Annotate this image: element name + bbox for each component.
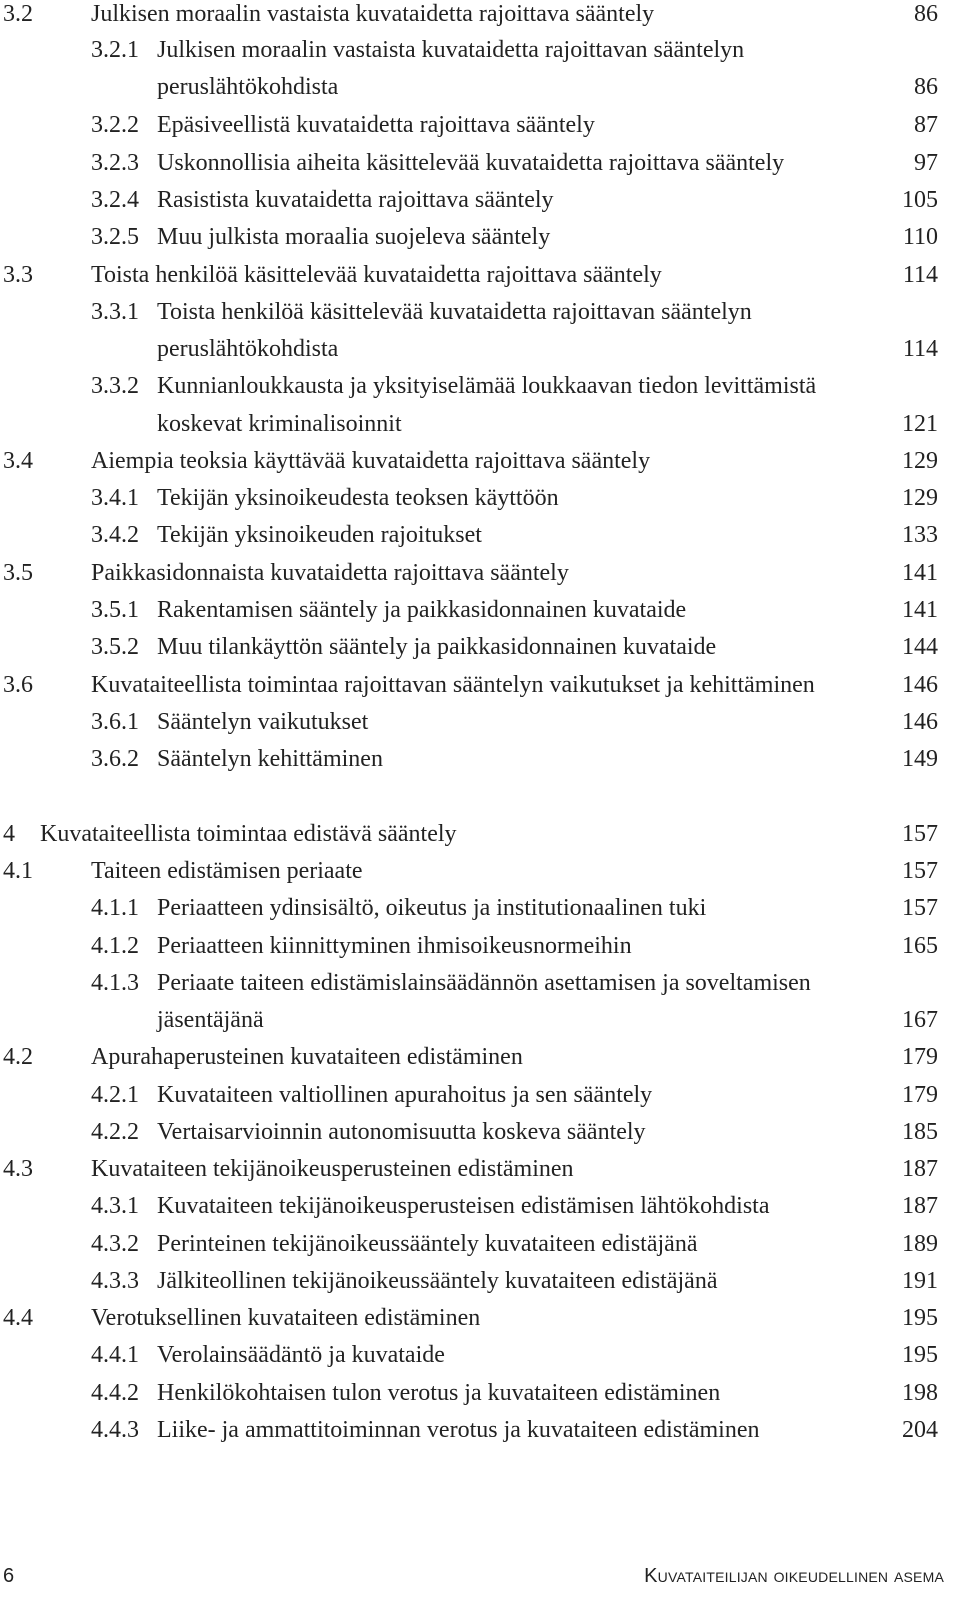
toc-entry-page: 146 xyxy=(902,709,938,735)
toc-entry-title: Kuvataiteen valtiollinen apurahoitus ja sen sääntely xyxy=(157,1082,653,1108)
toc-entry-title: Verolainsäädäntö ja kuvataide xyxy=(157,1342,445,1368)
toc-entry-title: Uskonnollisia aiheita käsittelevää kuvataidetta rajoittava sääntely xyxy=(157,150,785,176)
toc-entry[interactable] xyxy=(0,1043,960,1083)
toc-entry[interactable] xyxy=(0,1379,960,1419)
toc-entry-title: Perinteinen tekijänoikeussääntely kuvataiteen edistäjänä xyxy=(157,1231,698,1257)
toc-entry-title: Kuvataiteen tekijänoikeusperusteinen edistäminen xyxy=(91,1156,574,1182)
toc-entry-title: Julkisen moraalin vastaista kuvataidetta rajoittava sääntely xyxy=(91,1,655,27)
toc-entry[interactable] xyxy=(0,1081,960,1121)
toc-entry[interactable] xyxy=(0,298,960,338)
toc-entry-number: 3.3 xyxy=(3,262,33,288)
toc-entry-title: Epäsiveellistä kuvataidetta rajoittava sääntely xyxy=(157,112,595,138)
toc-entry[interactable] xyxy=(0,186,960,226)
toc-entry-number: 4.1.1 xyxy=(91,895,139,921)
toc-entry-page: 157 xyxy=(902,821,938,847)
toc-entry-page: 121 xyxy=(902,411,938,437)
toc-entry-number: 4.1.3 xyxy=(91,970,139,996)
toc-entry[interactable] xyxy=(0,857,960,897)
toc-entry-number: 3.2 xyxy=(3,1,33,27)
toc-entry-title: Muu tilankäyttön sääntely ja paikkasidonnainen kuvataide xyxy=(157,634,717,660)
toc-entry-page: 185 xyxy=(902,1119,938,1145)
toc-entry-page: 86 xyxy=(914,74,938,100)
toc-entry-page: 187 xyxy=(902,1193,938,1219)
page-footer xyxy=(0,1565,960,1605)
toc-entry-number: 3.2.3 xyxy=(91,150,139,176)
toc-entry-number: 4.3 xyxy=(3,1156,33,1182)
toc-entry-title: peruslähtökohdista xyxy=(157,74,339,100)
toc-entry-number: 3.3.1 xyxy=(91,299,139,325)
toc-entry-number: 3.3.2 xyxy=(91,373,139,399)
toc-entry-number: 4.4.1 xyxy=(91,1342,139,1368)
toc-entry[interactable] xyxy=(0,484,960,524)
toc-entry-page: 165 xyxy=(902,933,938,959)
toc-entry[interactable] xyxy=(0,261,960,301)
toc-entry[interactable] xyxy=(0,410,960,450)
toc-entry-number: 3.4.2 xyxy=(91,522,139,548)
toc-entry[interactable] xyxy=(0,671,960,711)
toc-entry-number: 4.4.2 xyxy=(91,1380,139,1406)
toc-entry-page: 87 xyxy=(914,112,938,138)
toc-entry-title: jäsentäjänä xyxy=(157,1007,264,1033)
toc-entry[interactable] xyxy=(0,1006,960,1046)
toc-entry-page: 129 xyxy=(902,448,938,474)
toc-entry-page: 187 xyxy=(902,1156,938,1182)
toc-entry[interactable] xyxy=(0,335,960,375)
toc-entry[interactable] xyxy=(0,633,960,673)
toc-entry-title: Julkisen moraalin vastaista kuvataidetta rajoittavan sääntelyn xyxy=(157,37,745,63)
toc-entry-page: 110 xyxy=(902,224,938,250)
toc-entry-number: 4 xyxy=(3,821,15,847)
toc-entry-title: Liike- ja ammattitoiminnan verotus ja kuvataiteen edistäminen xyxy=(157,1417,760,1443)
toc-entry-page: 141 xyxy=(902,597,938,623)
toc-entry-number: 4.2.1 xyxy=(91,1082,139,1108)
toc-entry-title: peruslähtökohdista xyxy=(157,336,339,362)
toc-entry-title: Periaate taiteen edistämislainsäädännön asettamisen ja soveltamisen xyxy=(157,970,811,996)
toc-entry-title: Muu julkista moraalia suojeleva sääntely xyxy=(157,224,551,250)
toc-entry-number: 4.1 xyxy=(3,858,33,884)
toc-entry-number: 4.3.3 xyxy=(91,1268,139,1294)
toc-entry-number: 4.2 xyxy=(3,1044,33,1070)
toc-entry-number: 4.3.1 xyxy=(91,1193,139,1219)
toc-entry-title: koskevat kriminalisoinnit xyxy=(157,411,402,437)
toc-entry-page: 133 xyxy=(902,522,938,548)
toc-entry[interactable] xyxy=(0,447,960,487)
toc-entry-number: 3.5.2 xyxy=(91,634,139,660)
toc-entry-title: Kuvataiteen tekijänoikeusperusteisen edistämisen lähtökohdista xyxy=(157,1193,770,1219)
toc-entry-page: 141 xyxy=(902,560,938,586)
toc-entry-page: 189 xyxy=(902,1231,938,1257)
toc-entry-number: 3.6.1 xyxy=(91,709,139,735)
toc-entry-page: 146 xyxy=(902,672,938,698)
toc-entry[interactable] xyxy=(0,223,960,263)
toc-entry-title: Aiempia teoksia käyttävää kuvataidetta rajoittava sääntely xyxy=(91,448,651,474)
toc-entry-number: 4.3.2 xyxy=(91,1231,139,1257)
toc-entry-title: Sääntelyn vaikutukset xyxy=(157,709,369,735)
toc-entry-title: Henkilökohtaisen tulon verotus ja kuvataiteen edistäminen xyxy=(157,1380,721,1406)
toc-entry-number: 3.2.4 xyxy=(91,187,139,213)
toc-entry[interactable] xyxy=(0,73,960,113)
toc-entry-title: Tekijän yksinoikeuden rajoitukset xyxy=(157,522,482,548)
toc-entry-page: 195 xyxy=(902,1305,938,1331)
toc-entry-page: 198 xyxy=(902,1380,938,1406)
toc-entry-number: 3.5.1 xyxy=(91,597,139,623)
toc-entry-number: 3.4.1 xyxy=(91,485,139,511)
toc-entry-page: 179 xyxy=(902,1082,938,1108)
toc-entry-title: Sääntelyn kehittäminen xyxy=(157,746,383,772)
toc-entry-number: 3.6.2 xyxy=(91,746,139,772)
toc-entry[interactable] xyxy=(0,1118,960,1158)
footer-book-title: Kuvataiteilijan oikeudellinen asema xyxy=(644,1565,944,1587)
toc-entry-title: Rakentamisen sääntely ja paikkasidonnainen kuvataide xyxy=(157,597,687,623)
toc-entry[interactable] xyxy=(0,969,960,1009)
toc-entry[interactable] xyxy=(0,1192,960,1232)
toc-entry-page: 157 xyxy=(902,858,938,884)
toc-entry[interactable] xyxy=(0,932,960,972)
toc-entry[interactable] xyxy=(0,1304,960,1344)
toc-entry-number: 4.4.3 xyxy=(91,1417,139,1443)
toc-entry-number: 3.5 xyxy=(3,560,33,586)
toc-entry-page: 129 xyxy=(902,485,938,511)
toc-entry[interactable] xyxy=(0,1267,960,1307)
toc-entry-title: Kuvataiteellista toimintaa edistävä sääntely xyxy=(40,821,457,847)
toc-entry[interactable] xyxy=(0,559,960,599)
toc-entry-number: 3.6 xyxy=(3,672,33,698)
toc-entry-title: Toista henkilöä käsittelevää kuvataidetta rajoittavan sääntelyn xyxy=(157,299,752,325)
toc-entry[interactable] xyxy=(0,894,960,934)
toc-entry-title: Kunnianloukkausta ja yksityiselämää loukkaavan tiedon levittämistä xyxy=(157,373,817,399)
toc-entry-page: 97 xyxy=(914,150,938,176)
toc-entry-page: 114 xyxy=(902,336,938,362)
toc-entry-page: 144 xyxy=(902,634,938,660)
toc-entry[interactable] xyxy=(0,0,960,40)
toc-entry-page: 157 xyxy=(902,895,938,921)
toc-entry-number: 3.2.2 xyxy=(91,112,139,138)
toc-entry[interactable] xyxy=(0,1341,960,1381)
toc-entry-title: Vertaisarvioinnin autonomisuutta koskeva sääntely xyxy=(157,1119,646,1145)
toc-entry-page: 191 xyxy=(902,1268,938,1294)
toc-entry-number: 4.2.2 xyxy=(91,1119,139,1145)
toc-entry-title: Paikkasidonnaista kuvataidetta rajoittava sääntely xyxy=(91,560,569,586)
footer-page-number: 6 xyxy=(3,1565,15,1587)
toc-entry[interactable] xyxy=(0,521,960,561)
toc-entry-page: 204 xyxy=(902,1417,938,1443)
toc-entry-page: 86 xyxy=(914,1,938,27)
toc-entry-number: 4.1.2 xyxy=(91,933,139,959)
toc-entry-number: 4.4 xyxy=(3,1305,33,1331)
toc-entry-page: 195 xyxy=(902,1342,938,1368)
toc-entry[interactable] xyxy=(0,372,960,412)
toc-entry[interactable] xyxy=(0,149,960,189)
toc-entry[interactable] xyxy=(0,1155,960,1195)
toc-entry-page: 114 xyxy=(902,262,938,288)
toc-entry[interactable] xyxy=(0,596,960,636)
toc-entry-title: Kuvataiteellista toimintaa rajoittavan sääntelyn vaikutukset ja kehittäminen xyxy=(91,672,815,698)
toc-entry-title: Tekijän yksinoikeudesta teoksen käyttöön xyxy=(157,485,559,511)
toc-entry-title: Apurahaperusteinen kuvataiteen edistäminen xyxy=(91,1044,523,1070)
toc-entry[interactable] xyxy=(0,708,960,748)
toc-entry[interactable] xyxy=(0,820,960,860)
toc-entry[interactable] xyxy=(0,745,960,785)
toc-entry-number: 3.2.1 xyxy=(91,37,139,63)
toc-entry-title: Toista henkilöä käsittelevää kuvataidetta rajoittava sääntely xyxy=(91,262,662,288)
toc-entry-page: 149 xyxy=(902,746,938,772)
toc-entry-title: Rasistista kuvataidetta rajoittava sääntely xyxy=(157,187,554,213)
toc-entry[interactable] xyxy=(0,36,960,76)
toc-entry-page: 105 xyxy=(902,187,938,213)
toc-entry-page: 167 xyxy=(902,1007,938,1033)
toc-entry[interactable] xyxy=(0,111,960,151)
toc-entry[interactable] xyxy=(0,1416,960,1456)
toc-entry-number: 3.4 xyxy=(3,448,33,474)
toc-entry-number: 3.2.5 xyxy=(91,224,139,250)
toc-entry-title: Verotuksellinen kuvataiteen edistäminen xyxy=(91,1305,481,1331)
toc-entry-title: Periaatteen ydinsisältö, oikeutus ja institutionaalinen tuki xyxy=(157,895,707,921)
toc-entry-title: Jälkiteollinen tekijänoikeussääntely kuvataiteen edistäjänä xyxy=(157,1268,718,1294)
toc-entry-title: Taiteen edistämisen periaate xyxy=(91,858,363,884)
toc-entry-page: 179 xyxy=(902,1044,938,1070)
toc-entry-title: Periaatteen kiinnittyminen ihmisoikeusnormeihin xyxy=(157,933,632,959)
toc-entry[interactable] xyxy=(0,1230,960,1270)
